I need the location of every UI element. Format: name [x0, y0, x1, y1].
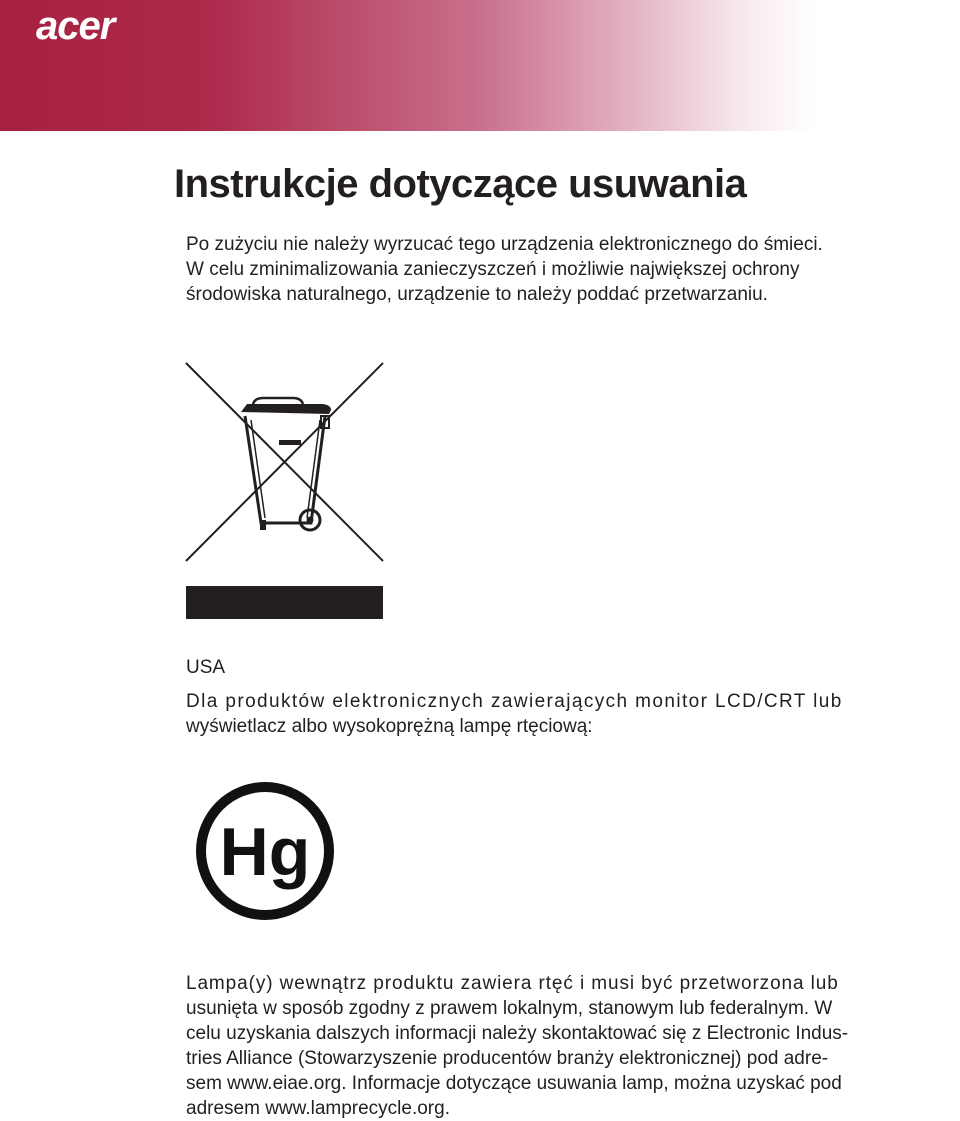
- intro-line: Po zużyciu nie należy wyrzucać tego urządzenia elektronicznego do śmieci.: [186, 234, 823, 255]
- paragraph-line: usunięta w sposób zgodny z prawem lokalnym, stanowym lub federalnym. W: [186, 998, 833, 1019]
- intro-line: W celu zminimalizowania zanieczyszczeń i możliwie największej ochrony: [186, 259, 800, 280]
- mercury-hg-icon: [186, 767, 354, 932]
- crossed-out-wheelie-bin-icon: [183, 360, 388, 620]
- paragraph-line: wyświetlacz albo wysokoprężną lampę rtęciową:: [186, 716, 593, 737]
- paragraph-line: tries Alliance (Stowarzyszenie producentów branży elektronicznej) pod adre-: [186, 1048, 829, 1069]
- intro-paragraph: [186, 232, 954, 307]
- acer-logo: acer: [36, 4, 115, 48]
- paragraph-line: celu uzyskania dalszych informacji należy skontaktować się z Electronic Indus-: [186, 1023, 849, 1044]
- intro-line: środowiska naturalnego, urządzenie to należy poddać przetwarzaniu.: [186, 284, 768, 305]
- header-band: [0, 0, 960, 131]
- paragraph-line: Lampa(y) wewnątrz produktu zawiera rtęć i musi być przetworzona lub: [186, 973, 839, 994]
- page-title: Instrukcje dotyczące usuwania: [174, 162, 747, 206]
- lamp-paragraph: [186, 971, 954, 1121]
- region-label: USA: [186, 657, 226, 678]
- hg-symbol-text: Hg: [219, 814, 311, 890]
- paragraph-line: Dla produktów elektronicznych zawierających monitor LCD/CRT lub: [186, 691, 843, 712]
- paragraph-line: adresem www.lamprecycle.org.: [186, 1098, 450, 1119]
- paragraph-line: sem www.eiae.org. Informacje dotyczące usuwania lamp, można uzyskać pod: [186, 1073, 842, 1094]
- lcd-paragraph: [186, 689, 954, 739]
